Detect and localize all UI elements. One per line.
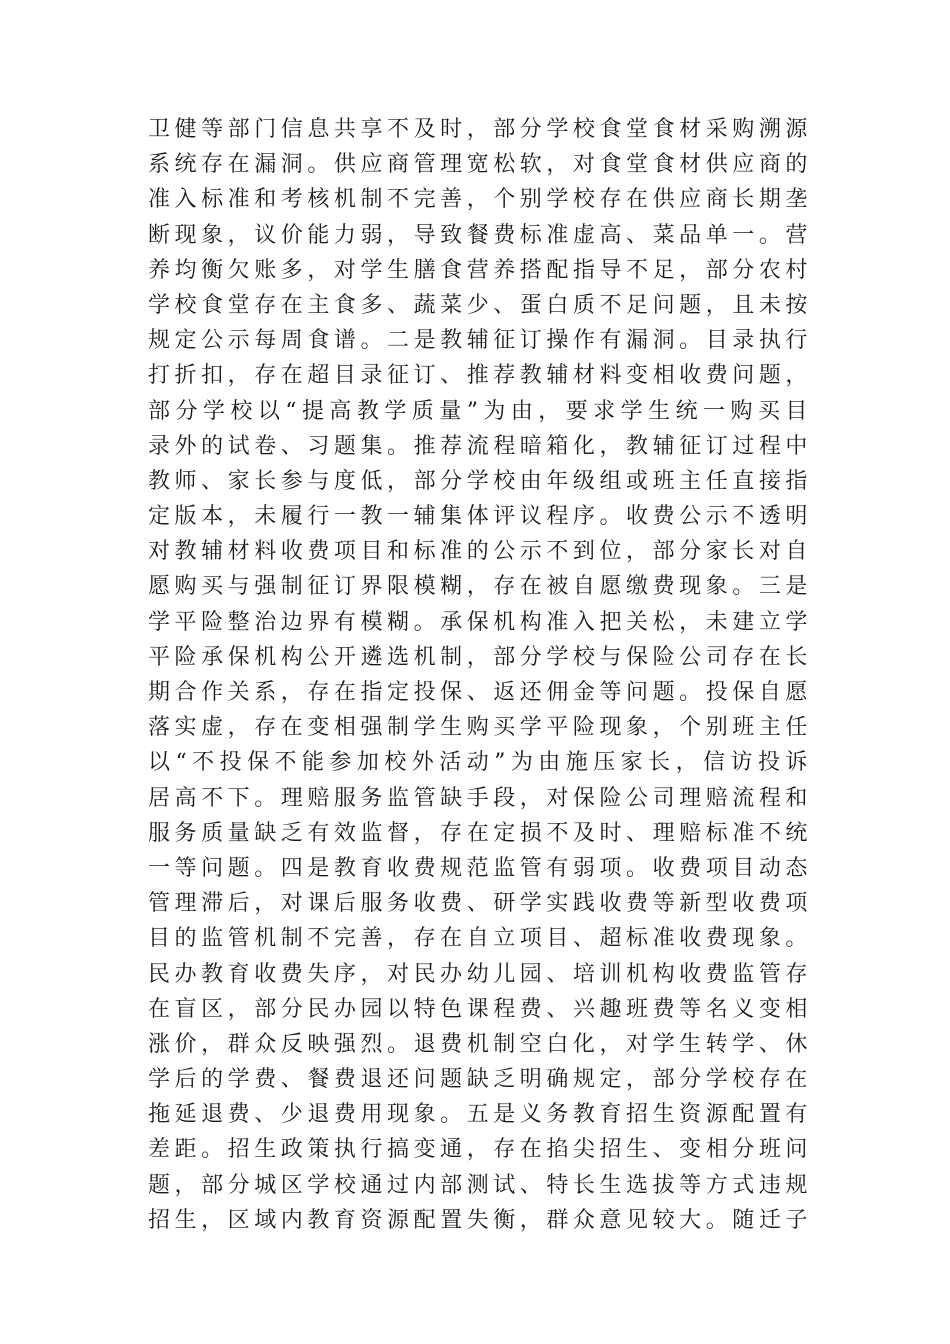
text-line: 拖延退费、少退费用现象。五是义务教育招生资源配置有 xyxy=(148,1102,808,1128)
text-line: 卫健等部门信息共享不及时，部分学校食堂食材采购溯源 xyxy=(148,117,808,142)
text-line: 学平险整治边界有模糊。承保机构准入把关松，未建立学 xyxy=(148,609,808,635)
text-line: 教师、家长参与度低，部分学校由年级组或班主任直接指 xyxy=(148,468,808,494)
text-line: 落实虚，存在变相强制学生购买学平险现象，个别班主任 xyxy=(148,715,808,741)
text-line: 学后的学费、餐费退还问题缺乏明确规定，部分学校存在 xyxy=(148,1067,808,1093)
text-line: 差距。招生政策执行搞变通，存在掐尖招生、变相分班问 xyxy=(148,1137,808,1163)
text-line: 学校食堂存在主食多、蔬菜少、蛋白质不足问题，且未按 xyxy=(148,292,808,318)
text-line: 规定公示每周食谱。二是教辅征订操作有漏洞。目录执行 xyxy=(148,328,808,354)
text-line: 一等问题。四是教育收费规范监管有弱项。收费项目动态 xyxy=(148,855,808,881)
text-line: 服务质量缺乏有效监督，存在定损不及时、理赔标准不统 xyxy=(148,820,808,846)
text-line: 对教辅材料收费项目和标准的公示不到位，部分家长对自 xyxy=(148,539,808,565)
body-paragraph xyxy=(148,112,808,1238)
text-line: 民办教育收费失序，对民办幼儿园、培训机构收费监管存 xyxy=(148,961,808,987)
text-line: 准入标准和考核机制不完善，个别学校存在供应商长期垄 xyxy=(148,187,808,213)
text-line: 目的监管机制不完善，存在自立项目、超标准收费现象。 xyxy=(148,926,808,952)
text-line: 系统存在漏洞。供应商管理宽松软，对食堂食材供应商的 xyxy=(148,152,808,178)
text-line: 涨价，群众反映强烈。退费机制空白化，对学生转学、休 xyxy=(148,1031,808,1057)
text-line: 招生，区域内教育资源配置失衡，群众意见较大。随迁子 xyxy=(148,1207,808,1233)
text-line: 部分学校以“提高教学质量”为由，要求学生统一购买目 xyxy=(148,398,808,424)
text-line: 居高不下。理赔服务监管缺手段，对保险公司理赔流程和 xyxy=(148,785,808,811)
text-line: 在盲区，部分民办园以特色课程费、兴趣班费等名义变相 xyxy=(148,996,808,1022)
text-line: 题，部分城区学校通过内部测试、特长生选拔等方式违规 xyxy=(148,1172,808,1198)
text-line: 养均衡欠账多，对学生膳食营养搭配指导不足，部分农村 xyxy=(148,257,808,283)
text-line: 期合作关系，存在指定投保、返还佣金等问题。投保自愿 xyxy=(148,680,808,705)
text-line: 打折扣，存在超目录征订、推荐教辅材料变相收费问题， xyxy=(148,363,808,389)
text-line: 录外的试卷、习题集。推荐流程暗箱化，教辅征订过程中 xyxy=(148,433,808,459)
text-line: 断现象，议价能力弱，导致餐费标准虚高、菜品单一。营 xyxy=(148,222,808,248)
text-line: 以“不投保不能参加校外活动”为由施压家长，信访投诉 xyxy=(148,750,808,776)
text-line: 管理滞后，对课后服务收费、研学实践收费等新型收费项 xyxy=(148,891,808,917)
text-line: 定版本，未履行一教一辅集体评议程序。收费公示不透明 xyxy=(148,504,808,530)
text-line: 愿购买与强制征订界限模糊，存在被自愿缴费现象。三是 xyxy=(148,574,808,600)
text-line: 平险承保机构公开遴选机制，部分学校与保险公司存在长 xyxy=(148,644,808,670)
